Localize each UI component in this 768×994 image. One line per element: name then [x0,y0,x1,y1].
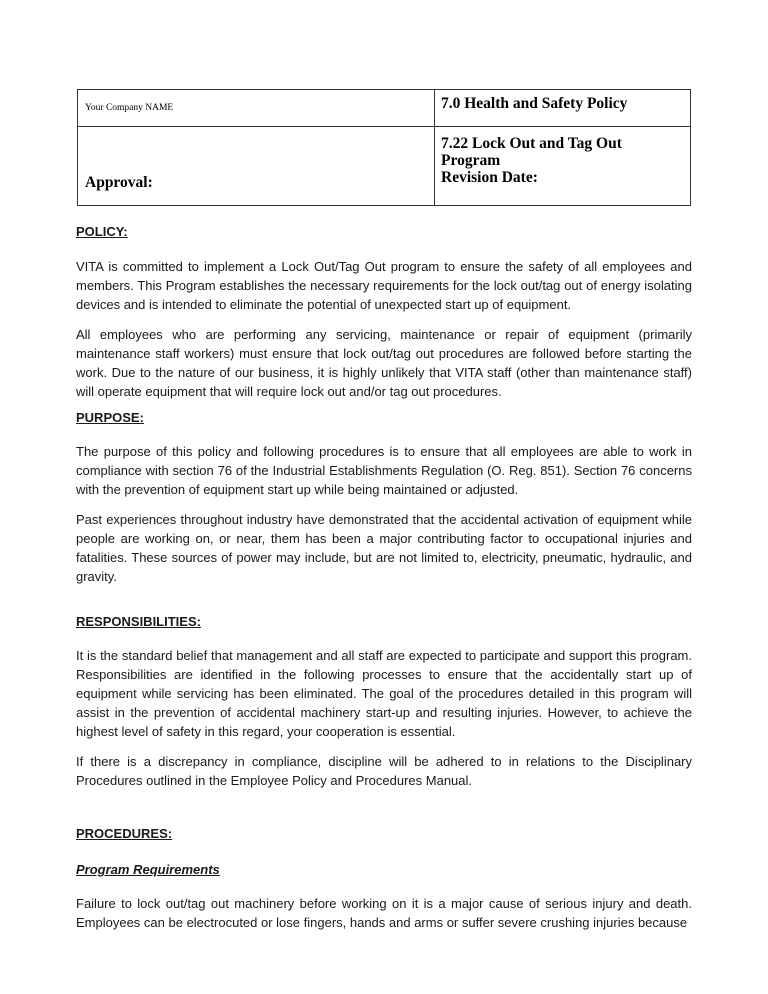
approval-label: Approval: [85,174,153,191]
purpose-paragraph-2: Past experiences throughout industry have demonstrated that the accidental activation of equipment while people are working on, or near, them has been a major contributing factor to occupational injuries and fatalities. These sources of power may include, but are not limited to, electricity, pneumatic, hydraulic, and gravity. [76,512,692,584]
program-title-block [441,135,681,186]
header-table [77,89,691,206]
policy-heading: POLICY: [76,224,128,239]
responsibilities-paragraph-2: If there is a discrepancy in compliance, discipline will be adhered to in relations to the Disciplinary Procedures outlined in the Employee Policy and Procedures Manual. [76,754,692,788]
program-title: 7.22 Lock Out and Tag Out Program [441,135,622,169]
responsibilities-heading: RESPONSIBILITIES: [76,614,201,629]
table-divider-horizontal [78,126,691,127]
policy-title: 7.0 Health and Safety Policy [441,95,628,112]
procedures-heading: PROCEDURES: [76,826,173,841]
responsibilities-paragraph-1: It is the standard belief that management and all staff are expected to participate and support this program. Responsibilities are identified in the following processes to ensure that the accidentally start up of equipment while servicing has been eliminated. The goal of the procedures detailed in this program will assist in the prevention of accidental machinery start-up and resulting injuries. However, to achieve the highest level of safety in this regard, your cooperation is essential. [76,648,692,739]
company-name: Your Company NAME [85,103,174,113]
program-requirements-subheading: Program Requirements [76,862,220,877]
purpose-paragraph-1: The purpose of this policy and following procedures is to ensure that all employees are able to work in compliance with section 76 of the Industrial Establishments Regulation (O. Reg. 851). Section 76 concerns with the prevention of equipment start up while being maintained or adjusted. [76,444,692,497]
table-divider-vertical [434,90,435,206]
policy-paragraph-1: VITA is committed to implement a Lock Out/Tag Out program to ensure the safety of all employees and members. This Program establishes the necessary requirements for the lock out/tag out of energy isolating devices and is intended to eliminate the potential of unexpected start up of equipment. [76,259,692,312]
procedures-paragraph-1: Failure to lock out/tag out machinery before working on it is a major cause of serious injury and death. Employees can be electrocuted or lose fingers, hands and arms or suffer severe crushing injuries because [76,896,692,930]
policy-paragraph-2: All employees who are performing any servicing, maintenance or repair of equipment (primarily maintenance staff workers) must ensure that lock out/tag out procedures are followed before starting the work. Due to the nature of our business, it is highly unlikely that VITA staff (other than maintenance staff) will operate equipment that will require lock out and/or tag out procedures. [76,327,692,399]
purpose-heading: PURPOSE: [76,410,144,425]
revision-date-label: Revision Date: [441,169,538,186]
